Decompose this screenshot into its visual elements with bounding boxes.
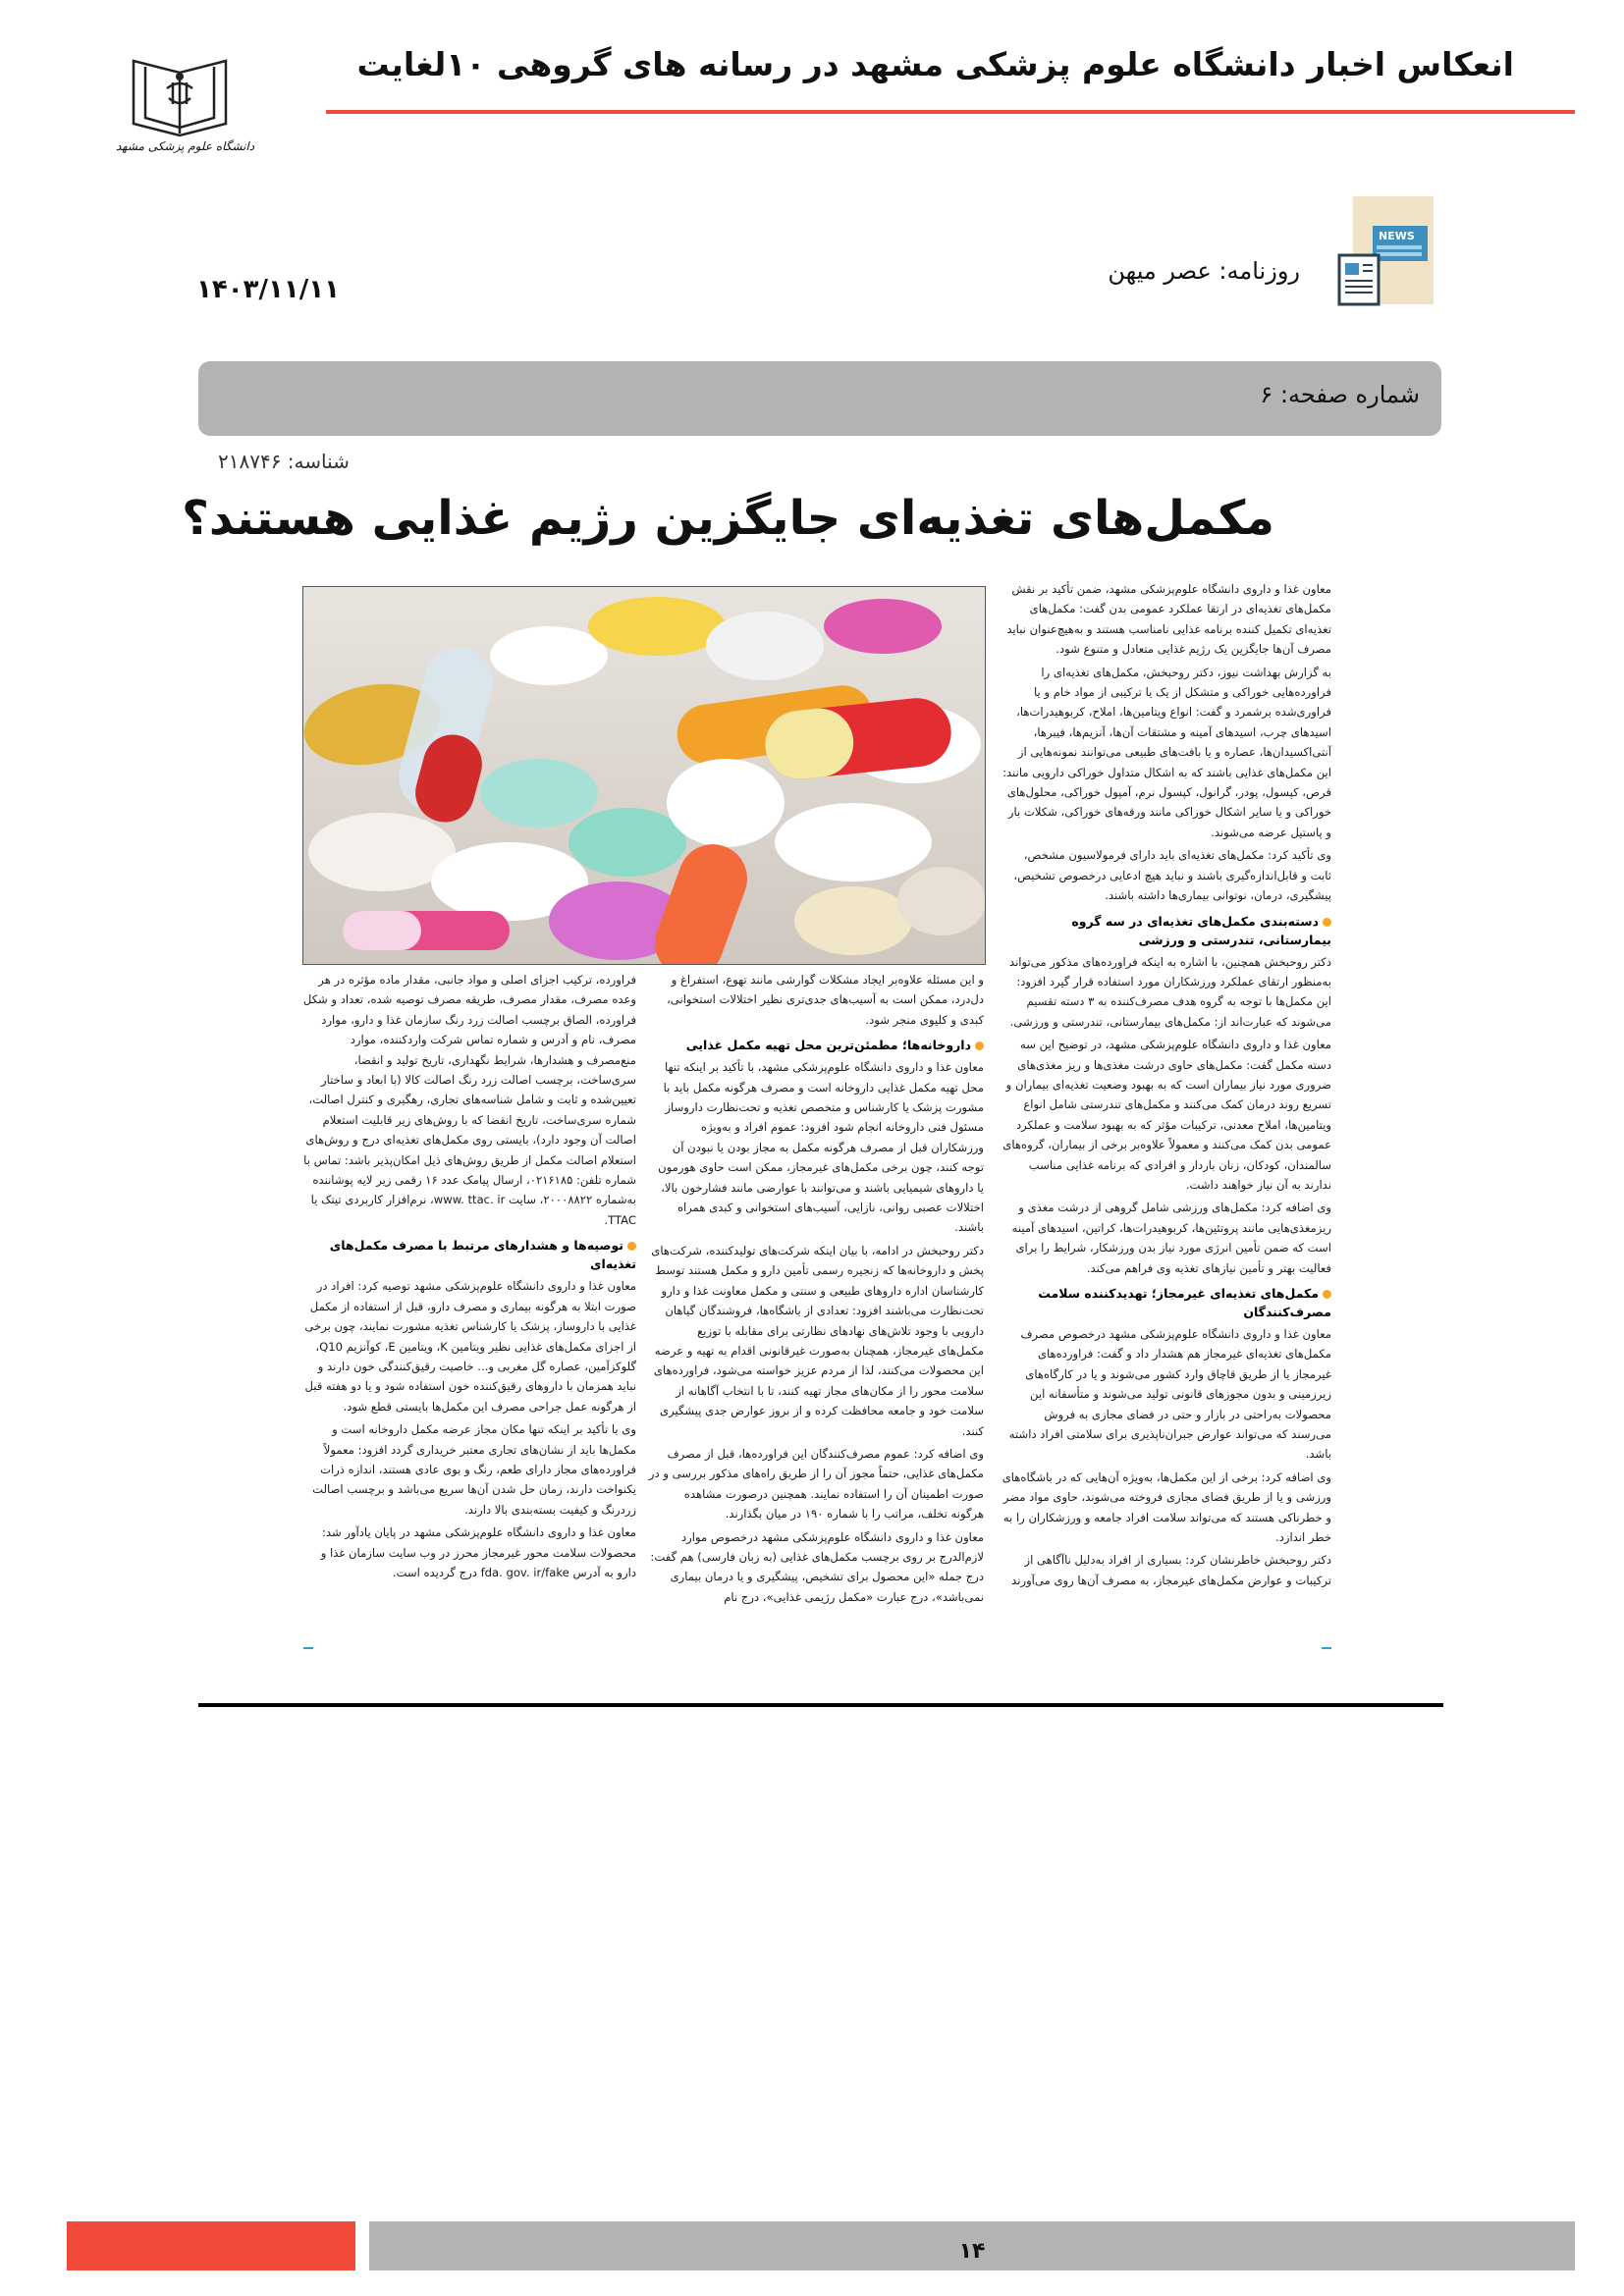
- bullet-icon: [627, 1242, 636, 1251]
- article-headline: مکمل‌های تغذیه‌ای جایگزین رژیم غذایی هستند؟: [182, 491, 1274, 546]
- paragraph: دکتر روحبخش خاطرنشان کرد: بسیاری از افراد به‌دلیل ناآگاهی از ترکیبات و عوارض مکمل‌های غیرمجاز، به مصرف آن‌ها روی می‌آورند: [1011, 1553, 1331, 1587]
- column-end-mark: [303, 1647, 313, 1649]
- column-end-mark: [1322, 1647, 1331, 1649]
- footer-bar: [369, 2221, 1575, 2270]
- newspaper-name: روزنامه: عصر میهن: [1108, 257, 1300, 285]
- header-title: انعکاس اخبار دانشگاه علوم پزشکی مشهد در رسانه های گروهی ۱۰لغایت: [356, 45, 1514, 83]
- paragraph: به گزارش بهداشت نیوز، دکتر روحبخش، مکمل‌های تغذیه‌ای را فراورده‌هایی خوراکی و متشکل از یک یا ترکیبی از مواد خام و یا فراوری‌شده برشمرد و گفت: انواع ویتامین‌ها، املاح، کربوهیدرات‌ها، اسیدهای چرب، اسیدهای آمینه و مشتقات آن‌ها، آنزیم‌ها، فیبرها، آنتی‌اکسیدان‌ها، عصاره و یا بافت‌های طبیعی می‌توانند نمونه‌هایی از این مکمل‌های غذایی باشند که به اشکال متداول خوراکی دارویی مانند: قرص، کپسول، پودر، گرانول، کپسول نرم، آمپول خوراکی، محلول‌های خوراکی و یا سایر اشکال خوراکی مانند ورقه‌های خوراکی، شکلات بار و پاستیل عرضه می‌شوند.: [1002, 665, 1331, 839]
- paragraph: وی اضافه کرد: برخی از این مکمل‌ها، به‌ویژه آن‌هایی که در باشگاه‌های ورزشی و یا از طریق فضای مجازی فروخته می‌شوند، حاوی مواد مضر و خطرناکی هستند که می‌تواند سلامت افراد جامعه و ورزشکاران را به خطر اندازد.: [1001, 1469, 1331, 1545]
- header-divider: [326, 110, 1575, 114]
- university-logo: [116, 49, 255, 167]
- paragraph: وی اضافه کرد: مکمل‌های ورزشی شامل گروهی از درشت مغذی و ریزمغذی‌هایی مانند پروتئین‌ها، کربوهیدرات‌ها، کراتین، اسیدهای آمینه است که ضمن تأمین انرژی مورد نیاز بدن ورزشکار، شرایط را برای فعالیت بهتر و تأمین نیازهای تغذیه وی فراهم می‌کند.: [1011, 1201, 1331, 1275]
- subheading: داروخانه‌ها؛ مطمئن‌ترین محل تهیه مکمل غذایی: [648, 1036, 984, 1054]
- logo-caption: دانشگاه علوم پزشکی مشهد: [116, 139, 255, 153]
- article-column-left: [302, 970, 636, 1585]
- report-page-number: ۱۴: [958, 2239, 986, 2264]
- clipping-bottom-rule: [198, 1703, 1443, 1707]
- paragraph: دکتر روحبخش همچنین، با اشاره به اینکه فراورده‌های مذکور می‌تواند به‌منظور ارتقای عملکرد ورزشکاران مورد استفاده قرار گیرد افزود: این مکمل‌ها با توجه به گروه هدف مصرف‌کننده به ۳ دسته تقسیم می‌شوند که عبارت‌اند از: مکمل‌های بیمارستانی، تندرستی و ورزشی.: [1009, 954, 1331, 1029]
- article-photo-pills: [302, 586, 986, 965]
- bullet-icon: [1323, 918, 1331, 927]
- article-column-middle: [648, 970, 984, 1610]
- paragraph: دکتر روحبخش در ادامه، با بیان اینکه شرکت‌های تولیدکننده، شرکت‌های پخش و داروخانه‌ها که زنجیره رسمی تأمین دارو و مکمل هستند توسط کارشناسان اداره داروهای طبیعی و سنتی و مکمل معاونت غذا و دارو تحت‌نظارت می‌باشند افزود: تعدادی از باشگاه‌ها، فروشندگان گیاهان دارویی با وجود تلاش‌های نهادهای نظارتی برای مقابله با توزیع مکمل‌های غیرمجاز، همچنان به‌صورت غیرقانونی اقدام به تهیه و عرضه این محصولات می‌کنند، لذا از مردم عزیز خواسته می‌شود، فراورده‌های سلامت محور را از مکان‌های مجاز تهیه کنند، تا با انتخاب آگاهانه از سلامت خود و جامعه محافظت کرده و از بروز عوارض جدی پیشگیری کنند.: [651, 1243, 984, 1438]
- news-icon-label: NEWS: [1379, 230, 1415, 242]
- subheading: توصیه‌ها و هشدارهای مرتبط با مصرف مکمل‌های تغذیه‌ای: [329, 1238, 636, 1272]
- paragraph: وی اضافه کرد: عموم مصرف‌کنندگان این فراورده‌ها، قبل از مصرف مکمل‌های غذایی، حتماً مجوز آن را از طریق راه‌های مذکور بررسی و در صورت اطمینان آن را استفاده نمایند. همچنین درصورت مشاهده هرگونه تخلف، مراتب را با شماره ۱۹۰ در میان بگذارند.: [648, 1446, 984, 1522]
- newspaper-icon: [1333, 196, 1434, 309]
- paragraph: معاون غذا و داروی دانشگاه علوم‌پزشکی مشهد، با تأکید بر اینکه تنها محل تهیه مکمل غذایی داروخانه است و مصرف هرگونه مکمل باید با مشورت پزشک یا کارشناس و متخصص تغذیه و تحت‌نظارت داروساز مسئول فنی داروخانه انجام شود افزود: عموم افراد و به‌ویژه ورزشکاران قبل از مصرف هرگونه مکمل به مجاز بودن یا نبودن آن توجه کنند، چون برخی مکمل‌های غیرمجاز، ممکن است حاوی هورمون یا داروهای شیمیایی باشند و می‌توانند با عوارضی مانند فشارخون بالا، اختلالات عصبی روانی، نازایی، آسیب‌های استخوانی و کبدی همراه باشند.: [658, 1060, 984, 1235]
- paragraph: معاون غذا و داروی دانشگاه علوم‌پزشکی مشهد در پایان یادآور شد: محصولات سلامت محور غیرمجاز محرز در وب سایت سازمان غذا و دارو به آدرس fda. gov. ir/fake درج گردیده است.: [320, 1525, 636, 1579]
- subheading: دسته‌بندی مکمل‌های تغذیه‌ای در سه گروه بیمارستانی، تندرستی و ورزشی: [1071, 913, 1331, 947]
- paragraph: وی با تأکید بر اینکه تنها مکان مجاز عرضه مکمل داروخانه است و مکمل‌ها باید از نشان‌های تجاری معتبر خریداری گردد افزود: معمولاً فراورده‌های مجاز دارای طعم، رنگ و بوی عادی هستند، اندازه ذرات یکنواخت دارند، زمان حل شدن آن‌ها سریع می‌باشد و برچسب اصالت زردرنگ و کیفیت بسته‌بندی بالا دارند.: [312, 1422, 636, 1517]
- paragraph: معاون غذا و داروی دانشگاه علوم‌پزشکی مشهد، ضمن تأکید بر نقش مکمل‌های تغذیه‌ای در ارتقا عملکرد عمومی بدن گفت: مکمل‌های تغذیه‌ای تکمیل کننده برنامه غذایی نامناسب هستند و به‌هیچ‌عنوان نباید مصرف آن‌ها جایگزین یک رژیم غذایی متعادل و متنوع شود.: [1006, 582, 1331, 657]
- clipping-id: شناسه: ۲۱۸۷۴۶: [218, 450, 350, 473]
- bullet-icon: [1323, 1290, 1331, 1299]
- publication-date: ۱۴۰۳/۱۱/۱۱: [196, 275, 340, 304]
- paragraph: فراورده، ترکیب اجزای اصلی و مواد جانبی، مقدار ماده مؤثره در هر وعده مصرف، مقدار مصرف، طریقه مصرف توصیه شده، تعداد و شکل فراورده، الصاق برچسب اصالت زرد رنگ سازمان غذا و دارو، موارد مصرف، نام و آدرس و شماره تماس شرکت واردکننده، موارد منع‌مصرف و هشدارها، شرایط نگهداری، تاریخ تولید و انقضا، سری‌ساخت، برچسب اصالت زرد رنگ اصالت کالا (با ابعاد و ساختار تعیین‌شده و ثابت و شامل شناسه‌های تجاری، رهگیری و کنترل اصالت، شماره سری‌ساخت، تاریخ انقضا که با روش‌های زیر قابلیت استعلام اصالت آن وجود دارد)، بایستی روی مکمل‌های تغذیه‌ای درج و روش‌های استعلام اصالت مکمل از طریق روش‌های ذیل امکان‌پذیر باشد: تماس با شماره تلفن: ۰۲۱۶۱۸۵، ارسال پیامک عدد ۱۶ رقمی زیر لایه پوشاننده به‌شماره ۲۰۰۰۸۸۲۲، سایت www. ttac. ir، نرم‌افزار کاربردی تیتک یا TTAC.: [302, 973, 636, 1227]
- paragraph: وی تأکید کرد: مکمل‌های تغذیه‌ای باید دارای فرمولاسیون مشخص، ثابت و قابل‌اندازه‌گیری باشند و نباید هیچ ادعایی درخصوص تشخیص، پیشگیری، درمان، نوتوانی بیماری‌ها داشته باشند.: [1013, 848, 1331, 903]
- paragraph: معاون غذا و داروی دانشگاه علوم‌پزشکی مشهد درخصوص موارد لازم‌الدرج بر روی برچسب مکمل‌های غذایی (به زبان فارسی) هم گفت: درج جمله «این محصول برای تشخیص، پیشگیری و یا درمان بیماری نمی‌باشد»، درج عبارت «مکمل رژیمی غذایی»، درج نام: [650, 1529, 984, 1604]
- article-column-right: [1001, 579, 1331, 1593]
- subheading: مکمل‌های تغذیه‌ای غیرمجاز؛ تهدیدکننده سلامت مصرف‌کنندگان: [1038, 1286, 1331, 1319]
- paragraph: معاون غذا و داروی دانشگاه علوم‌پزشکی مشهد توصیه کرد: افراد در صورت ابتلا به هرگونه بیماری و مصرف دارو، قبل از استفاده از مکمل غذایی با داروساز، پزشک یا کارشناس تغذیه مشورت نمایند، چون برخی از اجزای مکمل‌های غذایی نظیر ویتامین K، ویتامین E، کوآنزیم Q10، گلوکزآمین، عصاره گل مغربی و... خاصیت رقیق‌کنندگی خون دارند و نباید همزمان با داروهای رقیق‌کننده خون استفاده شود و یا دو هفته قبل از هرگونه عمل جراحی مصرف این مکمل‌ها بایستی قطع شود.: [304, 1279, 636, 1414]
- paragraph: و این مسئله علاوه‌بر ایجاد مشکلات گوارشی مانند تهوع، استفراغ و دل‌درد، ممکن است به آسیب‌های جدی‌تری نظیر اختلالات استخوانی، کبدی و کلیوی منجر شود.: [667, 973, 984, 1027]
- footer-accent-bar: [67, 2221, 355, 2270]
- paragraph: معاون غذا و داروی دانشگاه علوم‌پزشکی مشهد درخصوص مصرف مکمل‌های تغذیه‌ای غیرمجاز هم هشدار داد و گفت: فراورده‌های غیرمجاز یا از طریق قاچاق وارد کشور می‌شوند و یا در کارگاه‌های زیرزمینی و بدون مجوزهای قانونی تولید می‌شوند و متأسفانه این محصولات به‌راحتی در بازار و حتی در فضای مجازی به فروش می‌رسند که می‌تواند عوارض جبران‌ناپذیری برای سلامتی افراد داشته باشد.: [1008, 1327, 1331, 1462]
- newspaper-page-number: شماره صفحه: ۶: [1260, 381, 1420, 408]
- bullet-icon: [975, 1041, 984, 1050]
- paragraph: معاون غذا و داروی دانشگاه علوم‌پزشکی مشهد، در توضیح این سه دسته مکمل گفت: مکمل‌های حاوی درشت مغذی‌ها و ریز مغذی‌های ضروری مورد نیاز بیماران است که به بهبود وضعیت تغذیه‌ای بیماران و تسریع روند درمان کمک می‌کنند و مکمل‌های تندرستی شامل انواع ویتامین‌ها، املاح معدنی، ترکیبات مؤثر که به بهبود سلامت و عملکرد عمومی بدن کمک می‌کنند و معمولاً علاوه‌بر برخی از بیماران، گروه‌های سالمندان، کودکان، زنان باردار و افرادی که برنامه غذایی مناسب ندارند به آن نیاز خواهند داشت.: [1002, 1038, 1331, 1192]
- page-info-bar: [198, 361, 1441, 436]
